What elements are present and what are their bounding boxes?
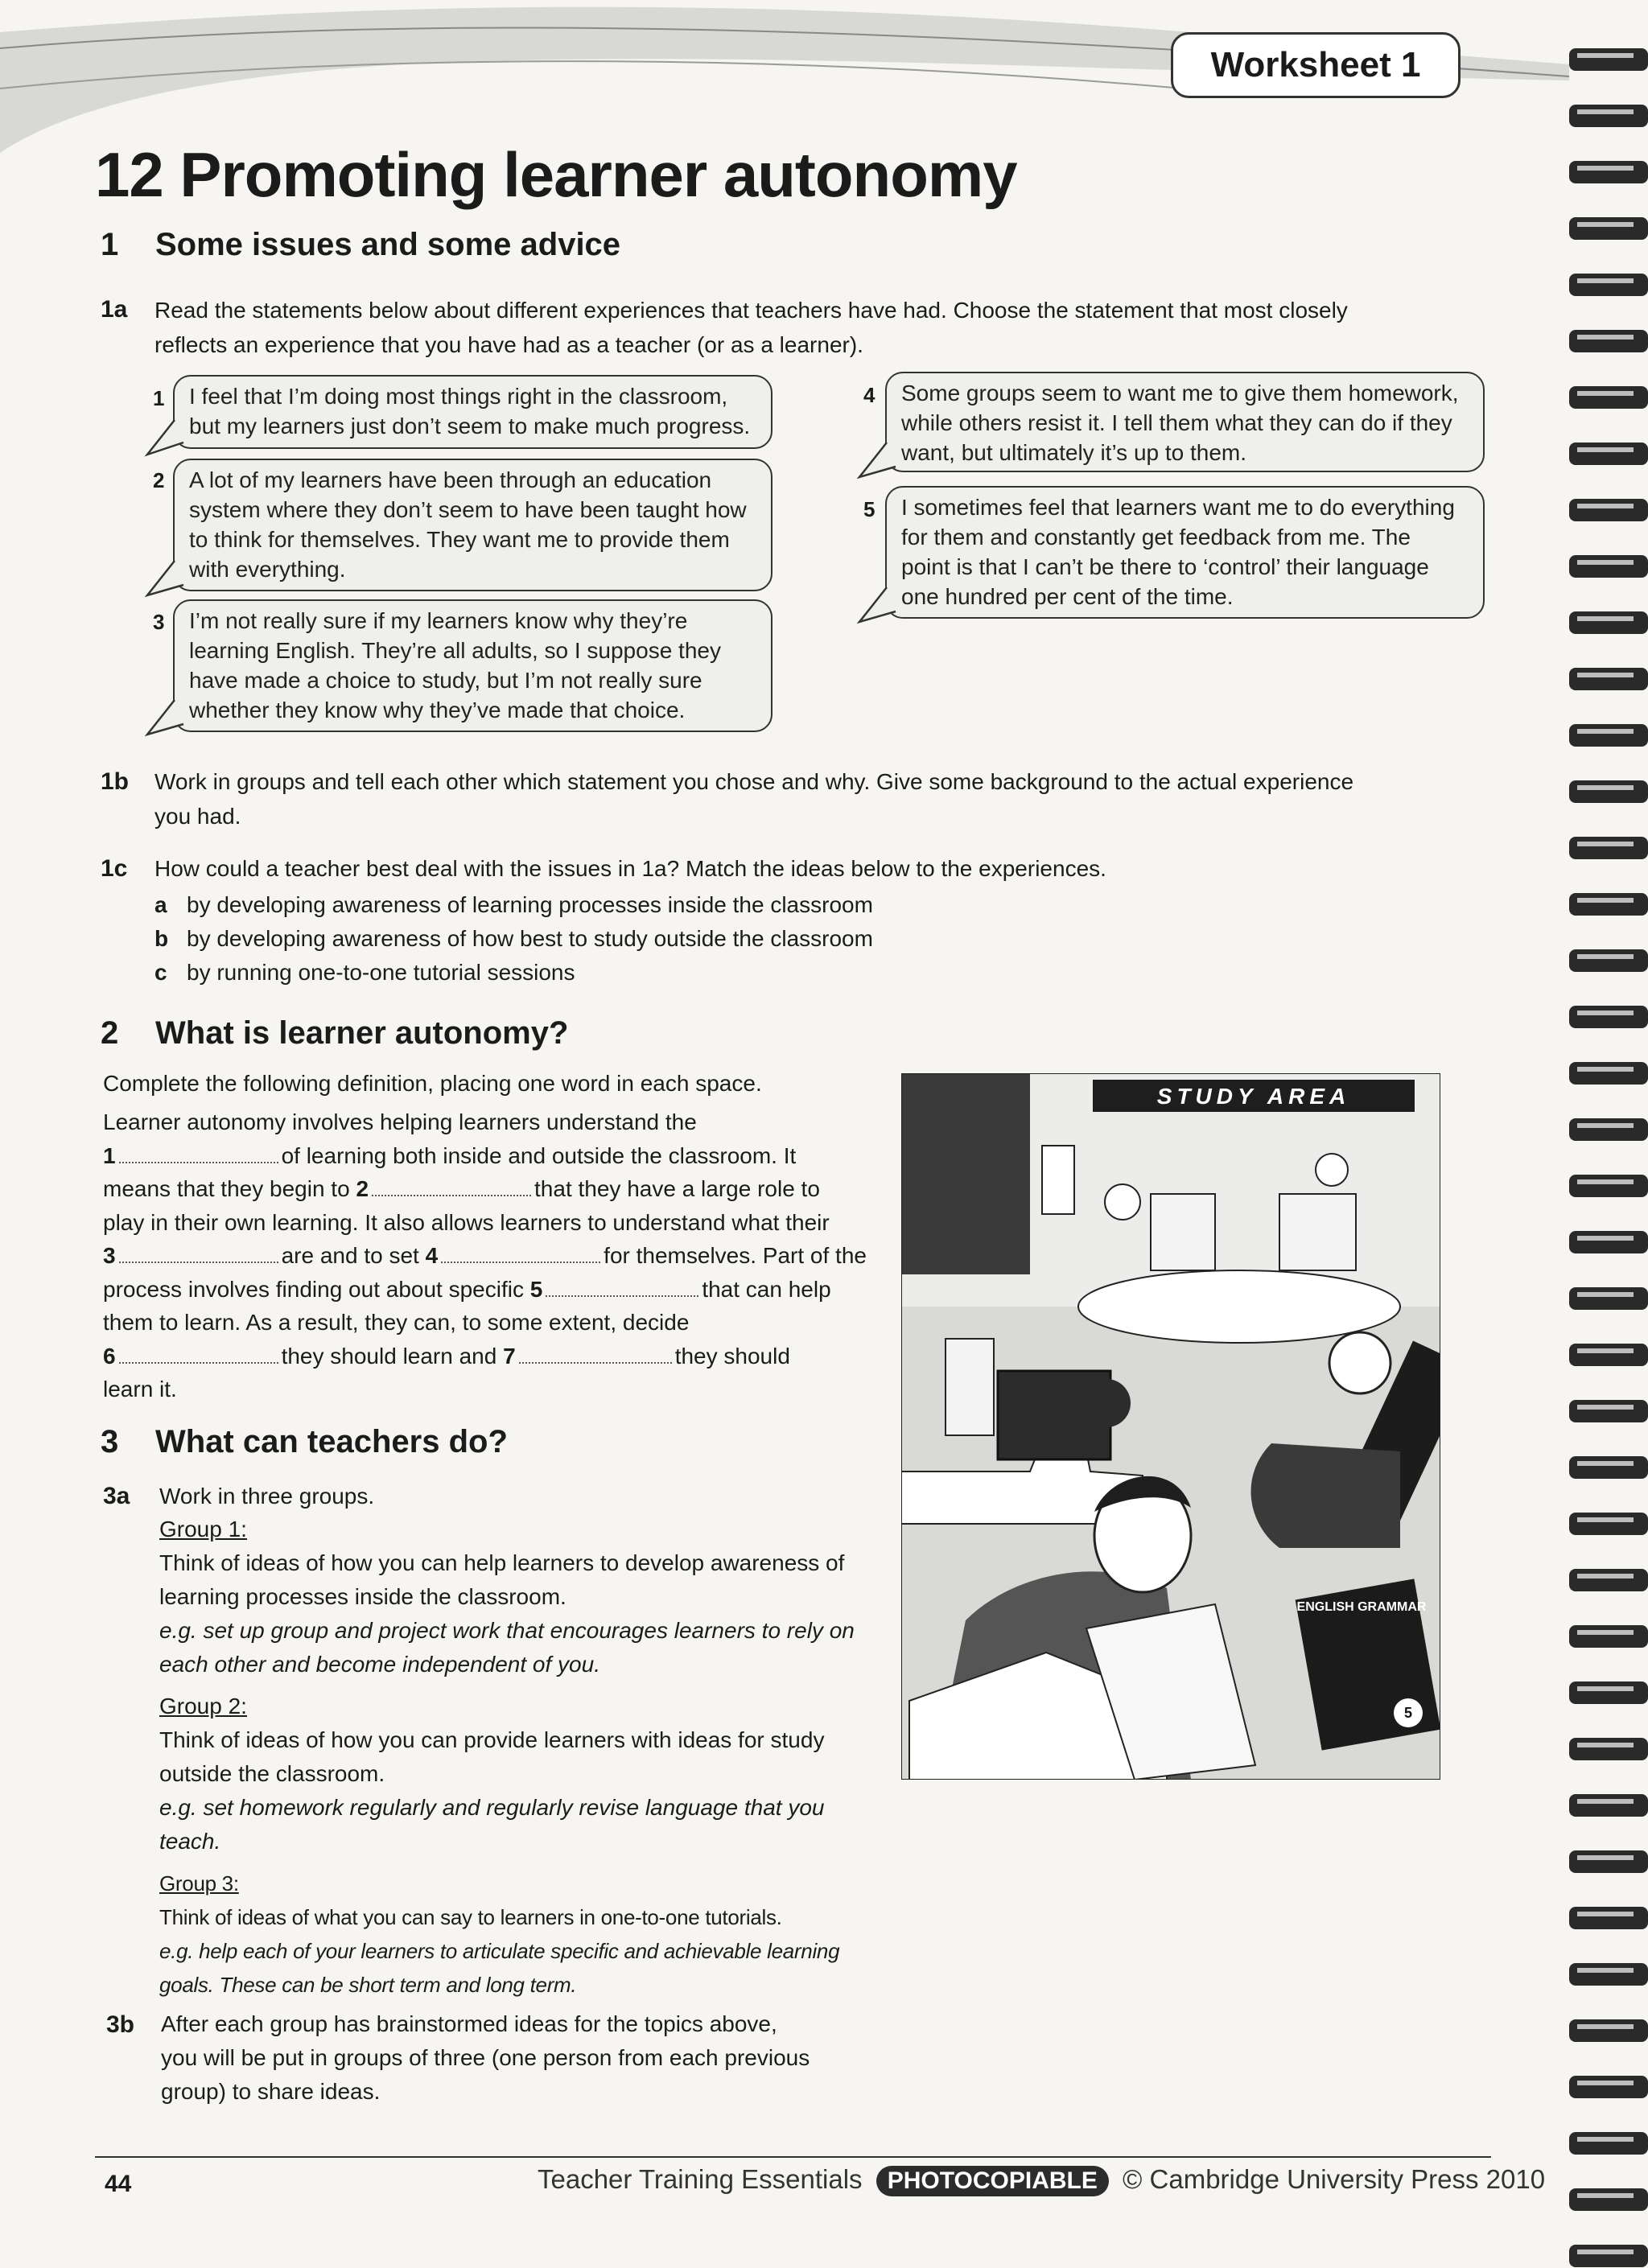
- definition-line: [103, 1373, 876, 1406]
- group-example: e.g. set homework regularly and regularly revise language that you: [159, 1795, 825, 1820]
- bubble-line: to think for themselves. They want me to provide them: [189, 527, 730, 552]
- group-line: Think of ideas of what you can say to learners in one-to-one tutorials.: [159, 1905, 782, 1929]
- binder-ring: [1569, 1569, 1648, 1591]
- definition-line: [103, 1306, 876, 1340]
- instruction-line: you will be put in groups of three (one person from each previous: [161, 2045, 810, 2070]
- group-example: teach.: [159, 1829, 221, 1854]
- bubble-line: have made a choice to study, but I’m not really sure: [189, 668, 702, 693]
- publication-name: Teacher Training Essentials: [538, 2164, 863, 2194]
- blank-number: 3: [103, 1243, 116, 1268]
- exercise-1c-instruction: How could a teacher best deal with the issues in 1a? Match the ideas below to the experiences.: [154, 856, 1106, 881]
- group-3: [159, 1867, 884, 2002]
- option-b: [154, 922, 873, 956]
- instruction-line: reflects an experience that you have had as a teacher (or as a learner).: [154, 332, 863, 357]
- exercise-1b-number: 1b: [101, 768, 130, 795]
- statement-bubble-3: [173, 599, 772, 732]
- round-table: [1078, 1270, 1400, 1343]
- option-letter: b: [154, 926, 169, 951]
- student-head: [1082, 1379, 1131, 1427]
- footer-credit: [538, 2164, 1545, 2196]
- book-number: 5: [1403, 1705, 1413, 1721]
- statement-number: 5: [863, 497, 876, 521]
- binder-ring: [1569, 1850, 1648, 1873]
- binder-ring: [1569, 1963, 1648, 1986]
- definition-text: that they have a large role to: [534, 1176, 820, 1201]
- binder-ring: [1569, 724, 1648, 747]
- exercise-1c-number: 1c: [101, 855, 128, 882]
- blank-5[interactable]: [546, 1273, 698, 1297]
- definition-text: them to learn. As a result, they can, to some extent, decide: [103, 1310, 690, 1335]
- page-number: 44: [105, 2171, 132, 2197]
- binder-ring: [1569, 2019, 1648, 2042]
- binder-ring: [1569, 1400, 1648, 1422]
- exercise-1b-instruction: [154, 764, 1522, 834]
- binder-ring: [1569, 1681, 1648, 1704]
- student-head: [1105, 1184, 1140, 1220]
- exercise-3a-number: 3a: [103, 1483, 130, 1509]
- bubble-line: I sometimes feel that learners want me to do everything: [901, 495, 1455, 520]
- definition-text: play in their own learning. It also allows learners to understand what their: [103, 1209, 830, 1235]
- bubble-line: point is that I can’t be there to ‘control’ their language: [901, 554, 1429, 579]
- binder-ring: [1569, 1794, 1648, 1817]
- binder-ring: [1569, 1287, 1648, 1310]
- section-1-number: 1: [101, 227, 119, 262]
- section-2-number: 2: [101, 1015, 119, 1051]
- group-line: learning processes inside the classroom.: [159, 1584, 566, 1609]
- group-line: Think of ideas of how you can provide learners with ideas for study: [159, 1727, 825, 1752]
- instruction-line: Read the statements below about different experiences that teachers have had. Choose the statement that most closely: [154, 298, 1348, 323]
- definition-line: [103, 1239, 876, 1273]
- study-area-illustration: [901, 1073, 1440, 1780]
- definition-line: [103, 1273, 876, 1307]
- binder-ring: [1569, 1625, 1648, 1648]
- definition-text: for themselves. Part of the: [604, 1243, 867, 1268]
- binder-ring: [1569, 949, 1648, 972]
- exercise-1a-number: 1a: [101, 296, 128, 323]
- definition-line: [103, 1139, 876, 1173]
- blank-2[interactable]: [372, 1172, 531, 1196]
- section-3-title: What can teachers do?: [155, 1424, 508, 1459]
- bubble-line: for them and constantly get feedback from me. The: [901, 525, 1411, 550]
- bubble-line: one hundred per cent of the time.: [901, 584, 1234, 609]
- binder-ring: [1569, 217, 1648, 240]
- binder-ring: [1569, 1175, 1648, 1197]
- monitor: [1151, 1194, 1215, 1270]
- exercise-1a-instruction: [154, 293, 1506, 362]
- group-line: outside the classroom.: [159, 1761, 385, 1786]
- binder-ring: [1569, 499, 1648, 521]
- definition-text: that can help: [702, 1276, 831, 1302]
- footer-rule: [95, 2156, 1491, 2158]
- chair: [1251, 1443, 1400, 1548]
- blank-1[interactable]: [119, 1139, 278, 1163]
- blank-6[interactable]: [119, 1340, 278, 1364]
- blank-number: 2: [356, 1176, 369, 1201]
- binder-ring: [1569, 442, 1648, 465]
- statement-number: 4: [863, 383, 876, 407]
- statement-bubble-4: [885, 372, 1485, 472]
- definition-line: [103, 1105, 876, 1139]
- bubble-line: want, but ultimately it’s up to them.: [901, 440, 1247, 465]
- study-area-sign-text: STUDY AREA: [1156, 1084, 1351, 1109]
- option-letter: a: [154, 892, 167, 917]
- worksheet-label: Worksheet 1: [1171, 32, 1461, 98]
- definition-line: [103, 1206, 876, 1240]
- binder-ring: [1569, 893, 1648, 916]
- group-label: Group 1:: [159, 1517, 247, 1541]
- option-a: [154, 888, 873, 922]
- group-tasks: [159, 1513, 884, 2002]
- bubble-tail: [857, 586, 897, 626]
- wall-poster: [1042, 1146, 1074, 1214]
- student-head: [1316, 1154, 1348, 1186]
- bubble-line: I feel that I’m doing most things right in the classroom,: [189, 384, 728, 409]
- binder-ring: [1569, 837, 1648, 859]
- blank-3[interactable]: [119, 1239, 278, 1263]
- binder-ring: [1569, 1456, 1648, 1479]
- blank-number: 1: [103, 1142, 116, 1168]
- blank-number: 5: [529, 1276, 543, 1302]
- binder-ring: [1569, 1513, 1648, 1535]
- bubble-line: learning English. They’re all adults, so I suppose they: [189, 638, 721, 663]
- option-c: [154, 956, 873, 990]
- definition-paragraph: [103, 1105, 876, 1406]
- group-example: e.g. help each of your learners to articulate specific and achievable learning: [159, 1939, 840, 1963]
- instruction-line: After each group has brainstormed ideas for the topics above,: [161, 2011, 777, 2036]
- definition-text: they should: [674, 1343, 790, 1369]
- definition-text: they should learn and: [281, 1343, 497, 1369]
- binder-ring: [1569, 2132, 1648, 2155]
- instruction-line: Work in groups and tell each other which statement you chose and why. Give some background to the actual experience: [154, 769, 1354, 794]
- group-example: e.g. set up group and project work that encourages learners to rely on: [159, 1618, 855, 1643]
- binder-ring: [1569, 386, 1648, 409]
- group-line: Think of ideas of how you can help learners to develop awareness of: [159, 1550, 845, 1575]
- student-head: [1329, 1332, 1390, 1393]
- exercise-3b-instruction: [161, 2007, 810, 2109]
- binder-ring: [1569, 1006, 1648, 1028]
- bubble-line: system where they don’t seem to have been taught how: [189, 497, 747, 522]
- bubble-line: I’m not really sure if my learners know why they’re: [189, 608, 688, 633]
- definition-text: process involves finding out about specific: [103, 1276, 524, 1302]
- section-1-heading: [101, 227, 620, 263]
- student-figure: [946, 1339, 994, 1435]
- group-1: [159, 1513, 884, 1681]
- bubble-line: with everything.: [189, 557, 346, 582]
- definition-text: learn it.: [103, 1377, 177, 1402]
- exercise-3a-instruction: Work in three groups.: [159, 1484, 375, 1509]
- binder-ring: [1569, 668, 1648, 690]
- definition-text: of learning both inside and outside the classroom. It: [281, 1142, 797, 1168]
- blank-number: 4: [425, 1243, 439, 1268]
- bubble-tail: [145, 698, 185, 739]
- definition-line: [103, 1340, 876, 1373]
- binder-ring: [1569, 2245, 1648, 2267]
- binder-ring: [1569, 274, 1648, 296]
- bubble-line: Some groups seem to want me to give them homework,: [901, 381, 1459, 405]
- dark-doorway: [901, 1073, 1030, 1274]
- binder-ring: [1569, 330, 1648, 352]
- binder-ring: [1569, 1907, 1648, 1929]
- binder-ring: [1569, 555, 1648, 578]
- section-2-instruction: Complete the following definition, placing one word in each space.: [103, 1071, 762, 1096]
- statement-bubble-2: [173, 459, 772, 591]
- group-2: [159, 1690, 884, 1858]
- section-3-heading: [101, 1424, 508, 1460]
- definition-line: [103, 1172, 876, 1206]
- group-example: goals. These can be short term and long term.: [159, 1973, 577, 1997]
- blank-number: 6: [103, 1343, 116, 1369]
- statement-number: 3: [153, 610, 165, 634]
- exercise-3b-number: 3b: [106, 2011, 135, 2038]
- blank-7[interactable]: [519, 1340, 672, 1364]
- binder-ring: [1569, 1344, 1648, 1366]
- blank-4[interactable]: [441, 1239, 600, 1263]
- group-label: Group 2:: [159, 1694, 247, 1718]
- section-1-title: Some issues and some advice: [155, 227, 621, 262]
- binder-ring: [1569, 611, 1648, 634]
- statement-bubble-5: [885, 486, 1485, 619]
- statement-number: 2: [153, 468, 165, 492]
- page-title: 12 Promoting learner autonomy: [95, 139, 1017, 210]
- section-3-number: 3: [101, 1424, 119, 1459]
- photocopiable-badge: PHOTOCOPIABLE: [876, 2166, 1109, 2196]
- binder-ring: [1569, 105, 1648, 127]
- bubble-line: whether they know why they’ve made that choice.: [189, 698, 686, 722]
- section-2-title: What is learner autonomy?: [155, 1015, 569, 1051]
- group-example: each other and become independent of you.: [159, 1652, 600, 1677]
- bubble-line: but my learners just don’t seem to make much progress.: [189, 414, 751, 438]
- exercise-1c-options: [154, 888, 873, 990]
- binder-ring: [1569, 161, 1648, 183]
- definition-text: Learner autonomy involves helping learners understand the: [103, 1109, 697, 1134]
- bubble-tail: [145, 418, 185, 459]
- statement-number: 1: [153, 386, 165, 410]
- statement-bubble-1: [173, 375, 772, 449]
- monitor: [1279, 1194, 1356, 1270]
- binder-ring: [1569, 48, 1648, 71]
- grammar-book-title: ENGLISH GRAMMAR: [1296, 1600, 1427, 1614]
- binder-ring: [1569, 2076, 1648, 2098]
- instruction-line: group) to share ideas.: [161, 2079, 381, 2104]
- instruction-line: you had.: [154, 804, 241, 829]
- binder-ring: [1569, 780, 1648, 803]
- copyright: © Cambridge University Press 2010: [1123, 2164, 1546, 2194]
- blank-number: 7: [503, 1343, 516, 1369]
- bubble-tail: [857, 441, 897, 481]
- section-2-heading: [101, 1015, 568, 1052]
- option-text: by running one-to-one tutorial sessions: [187, 960, 575, 985]
- group-label: Group 3:: [159, 1871, 239, 1895]
- binder-ring: [1569, 1231, 1648, 1253]
- option-letter: c: [154, 960, 167, 985]
- definition-text: means that they begin to: [103, 1176, 350, 1201]
- binder-ring: [1569, 1118, 1648, 1141]
- binder-ring: [1569, 1062, 1648, 1085]
- bubble-line: while others resist it. I tell them what they can do if they: [901, 410, 1452, 435]
- option-text: by developing awareness of how best to study outside the classroom: [187, 926, 873, 951]
- binder-ring: [1569, 1738, 1648, 1760]
- binder-ring: [1569, 2188, 1648, 2211]
- option-text: by developing awareness of learning processes inside the classroom: [187, 892, 873, 917]
- bubble-line: A lot of my learners have been through an education: [189, 467, 712, 492]
- definition-text: are and to set: [281, 1243, 419, 1268]
- bubble-tail: [145, 559, 185, 599]
- spiral-binding: [1569, 0, 1648, 2268]
